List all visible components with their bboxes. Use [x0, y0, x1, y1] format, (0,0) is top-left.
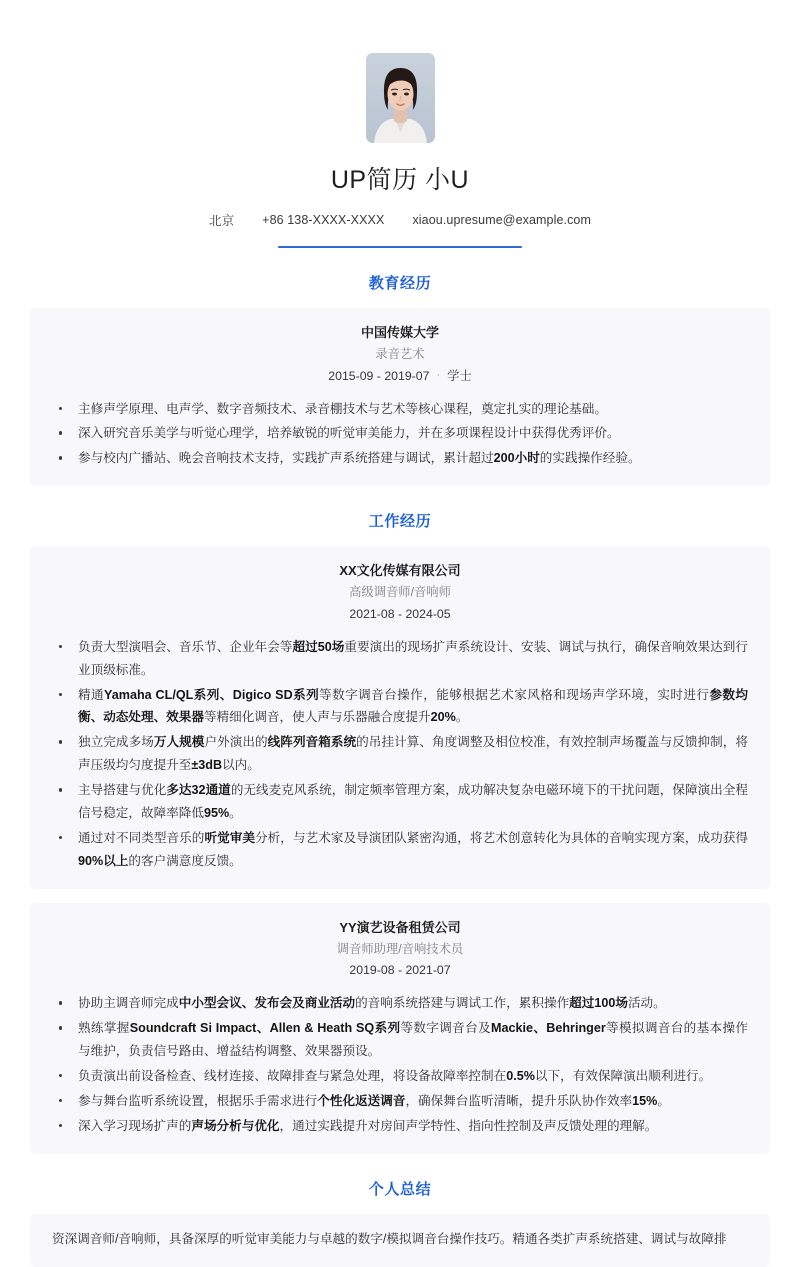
bullet-emphasis: Soundcraft Si Impact、Allen & Heath SQ系列 — [129, 1021, 401, 1036]
contact-phone: +86 138-XXXX-XXXX — [262, 213, 385, 227]
bullet-emphasis: Mackie、Behringer — [490, 1021, 606, 1036]
avatar — [366, 53, 435, 143]
bullet-emphasis: 200小时 — [493, 451, 540, 466]
work-role: 高级调音师/音响师 — [349, 585, 451, 600]
section-work — [30, 510, 770, 1154]
work-company: XX文化传媒有限公司 — [339, 563, 461, 579]
bullet-emphasis: 个性化返送调音 — [317, 1093, 406, 1108]
bullet-emphasis: 中小型会议、发布会及商业活动 — [178, 996, 356, 1011]
work-bullet-list — [30, 992, 770, 1137]
education-degree: 学士 — [447, 368, 472, 383]
education-dates: 2015-09 - 2019-07 — [328, 368, 430, 383]
bullet-item: 熟练掌握Soundcraft Si Impact、Allen & Heath SQ系列等数字调音台及Mackie、Behringer等模拟调音台的基本操作与维护，负责信号路由、增益结构调整、效果器预设。 — [51, 1017, 748, 1063]
bullet-emphasis: 95% — [203, 806, 230, 821]
bullet-emphasis: 线阵列音箱系统 — [267, 735, 357, 750]
bullet-emphasis: 声场分析与优化 — [191, 1118, 280, 1133]
section-education — [30, 272, 770, 486]
bullet-item: 主修声学原理、电声学、数字音频技术、录音棚技术与艺术等核心课程，奠定扎实的理论基础。 — [51, 398, 748, 421]
education-major: 录音艺术 — [375, 346, 425, 361]
header-divider — [278, 246, 522, 248]
section-title-summary: 个人总结 — [368, 1180, 432, 1198]
bullet-item: 负责演出前设备检查、线材连接、故障排查与紧急处理，将设备故障率控制在0.5%以下，有效保障演出顺利进行。 — [51, 1065, 748, 1088]
bullet-emphasis: 超过100场 — [569, 996, 628, 1011]
work-entry-head — [30, 562, 770, 624]
bullet-emphasis: ±3dB — [191, 758, 223, 773]
bullet-item: 主导搭建与优化多达32通道的无线麦克风系统，制定频率管理方案，成功解决复杂电磁环境下的干扰问题，保障演出全程信号稳定，故障率降低95%。 — [51, 779, 748, 825]
bullet-item: 通过对不同类型音乐的听觉审美分析，与艺术家及导演团队紧密沟通，将艺术创意转化为具体的音响实现方案，成功获得90%以上的客户满意度反馈。 — [51, 827, 748, 873]
section-title-work: 工作经历 — [368, 513, 432, 531]
education-meta — [30, 368, 770, 386]
education-entry-card — [30, 308, 770, 486]
bullet-emphasis: 万人规模 — [153, 735, 205, 750]
education-bullet-list — [30, 398, 770, 471]
contact-row — [209, 211, 591, 229]
bullet-emphasis: 15% — [632, 1093, 658, 1108]
bullet-item: 参与舞台监听系统设置，根据乐手需求进行个性化返送调音，确保舞台监听清晰，提升乐队协作效率15%。 — [51, 1090, 748, 1113]
work-entry-head — [30, 919, 770, 981]
bullet-emphasis: 参数均衡、动态处理、效果器 — [78, 687, 749, 725]
resume-header — [30, 0, 770, 248]
education-entry-head — [30, 324, 770, 386]
bullet-item: 协助主调音师完成中小型会议、发布会及商业活动的音响系统搭建与调试工作，累积操作超过100场活动。 — [51, 992, 748, 1015]
bullet-item: 深入研究音乐美学与听觉心理学，培养敏锐的听觉审美能力，并在多项课程设计中获得优秀评价。 — [51, 422, 748, 445]
work-entry-card — [30, 546, 770, 889]
bullet-item: 精通Yamaha CL/QL系列、Digico SD系列等数字调音台操作，能够根据艺术家风格和现场声学环境，实时进行参数均衡、动态处理、效果器等精细化调音，使人声与乐器融合度提升20%。 — [51, 684, 748, 730]
education-school: 中国传媒大学 — [360, 325, 439, 340]
bullet-item: 深入学习现场扩声的声场分析与优化，通过实践提升对房间声学特性、指向性控制及声反馈处理的理解。 — [51, 1115, 748, 1138]
bullet-emphasis: 20% — [430, 710, 456, 725]
summary-card — [30, 1214, 770, 1267]
bullet-emphasis: 90%以上 — [78, 853, 129, 868]
contact-email: xiaou.upresume@example.com — [412, 213, 592, 227]
bullet-item: 负责大型演唱会、音乐节、企业年会等超过50场重要演出的现场扩声系统设计、安装、调试与执行，确保音响效果达到行业顶级标准。 — [51, 636, 748, 682]
bullet-emphasis: 0.5% — [506, 1069, 535, 1083]
work-dates: 2019-08 - 2021-07 — [349, 963, 451, 978]
work-entry-card — [30, 903, 770, 1154]
bullet-emphasis: 多达32通道 — [166, 783, 231, 798]
work-role: 调音师助理/音响技术员 — [336, 941, 464, 956]
work-dates: 2021-08 - 2024-05 — [349, 606, 451, 621]
work-bullet-list — [30, 636, 770, 873]
bullet-emphasis: Yamaha CL/QL系列、Digico SD系列 — [104, 687, 320, 702]
bullet-emphasis: 听觉审美 — [204, 830, 256, 845]
meta-separator: · — [436, 369, 441, 382]
contact-location: 北京 — [208, 214, 235, 228]
summary-text: 资深调音师/音响师，具备深厚的听觉审美能力与卓越的数字/模拟调音台操作技巧。精通各类扩声系统搭建、调试与故障排 — [52, 1231, 727, 1246]
bullet-emphasis: 超过50场 — [292, 639, 345, 654]
bullet-item: 独立完成多场万人规模户外演出的线阵列音箱系统的吊挂计算、角度调整及相位校准，有效控制声场覆盖与反馈抑制，将声压级均匀度提升至±3dB以内。 — [51, 731, 748, 777]
section-title-education: 教育经历 — [368, 275, 432, 292]
page-title: UP简历 小U — [330, 166, 470, 194]
bullet-item: 参与校内广播站、晚会音响技术支持，实践扩声系统搭建与调试，累计超过200小时的实践操作经验。 — [51, 447, 748, 470]
work-company: YY演艺设备租赁公司 — [339, 919, 461, 935]
section-summary — [30, 1178, 770, 1267]
